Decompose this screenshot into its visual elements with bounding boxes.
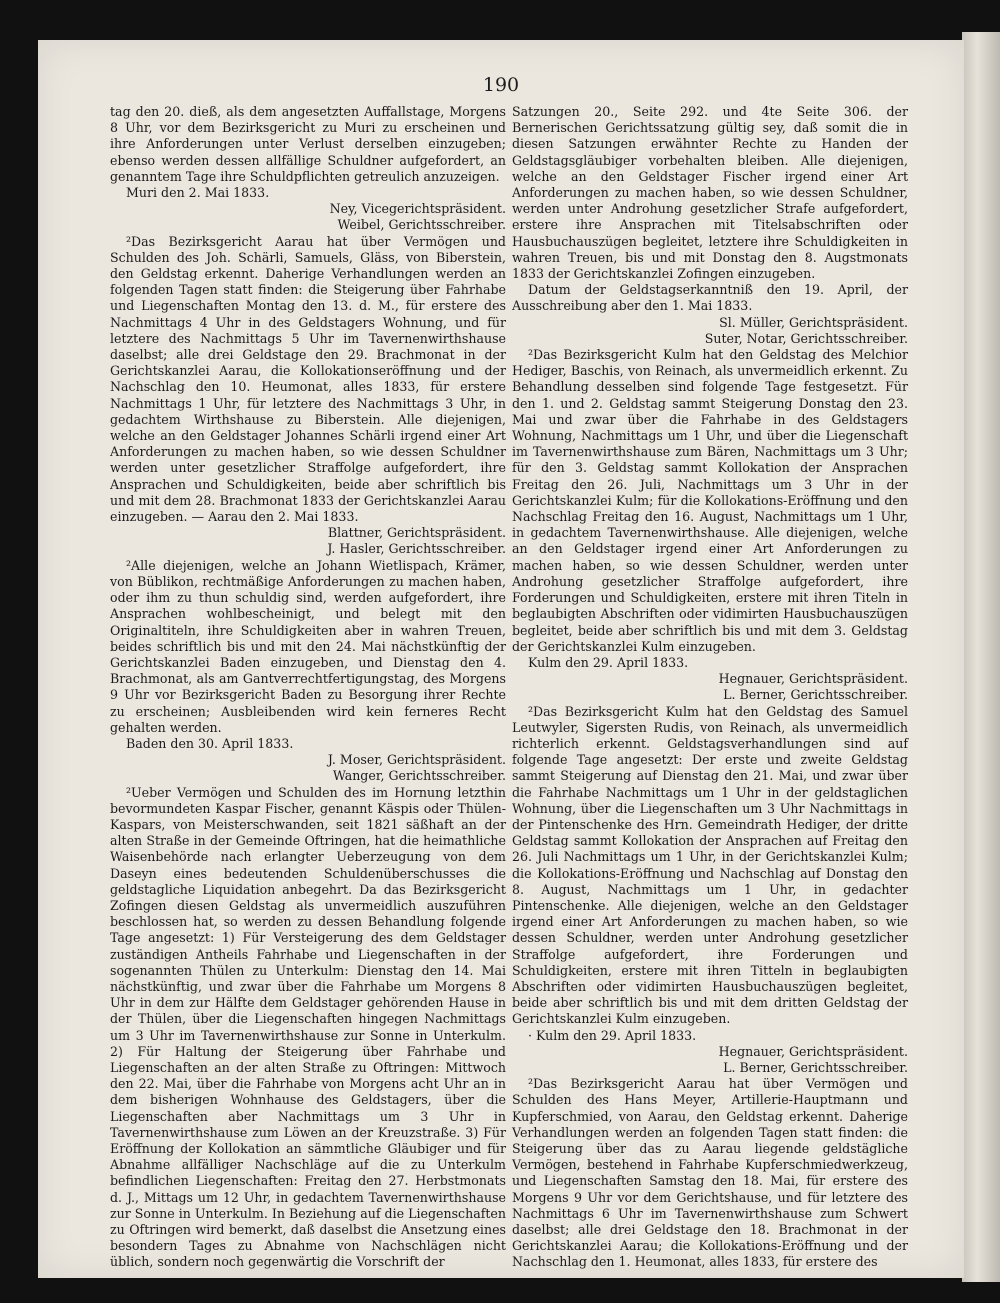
right-column: [512, 104, 908, 1271]
notice-paragraph: ²Ueber Vermögen und Schulden des im Hornung letzthin bevormundeten Kaspar Fischer, genannt Käspis oder Thülen-Kaspars, von Meisterschwanden, seit 1821 säßhaft an der alten Straße in der Gemeinde Oftringen, hat die heimathliche Waisenbehörde nach erlangter Ueberzeugung von dem Daseyn eines bedeutenden Schuldenüberschusses die geldstagliche Liquidation anbegehrt. Da das Bezirksgericht Zofingen diesen Geldstag als unvermeidlich auszuführen beschlossen hat, so werden zu dessen Behandlung folgende Tage angesetzt: 1) Für Versteigerung des dem Geldstager zuständigen Antheils Fahrhabe und Liegenschaften in der sogenannten Thülen zu Unterkulm: Dienstag den 14. Mai nächstkünftig, und zwar über die Fahrhabe um Morgens 8 Uhr in dem zur Hälfte dem Geldstager gehörenden Hause in der Thülen, über die Liegenschaften hingegen Nachmittags um 3 Uhr im Tavernenwirthshause zur Sonne in Unterkulm. 2) Für Haltung der Steigerung über Fahrhabe und Liegenschaften an der alten Straße zu Oftringen: Mittwoch den 22. Mai, über die Fahrhabe von Morgens acht Uhr an in dem bisherigen Wohnhause des Geldstagers, über die Liegenschaften aber Nachmittags um 3 Uhr in Tavernenwirthshause zum Löwen an der Kreuzstraße. 3) Für Eröffnung der Kollokation an sämmtliche Gläubiger und für Abnahme allfälliger Nachschläge auf die zu Unterkulm befindlichen Liegenschaften: Freitag den 27. Herbstmonats d. J., Mittags um 12 Uhr, in gedachtem Tavernenwirthshause zur Sonne in Unterkulm. In Beziehung auf die Liegenschaften zu Oftringen wird bemerkt, daß daselbst die Ansetzung eines besondern Tages zu Abnahme von Nachschlägen nicht üblich, sondern noch gegenwärtig die Vorschrift der: [110, 784, 506, 1270]
signature-line: Hegnauer, Gerichtspräsident.: [718, 671, 908, 687]
notice-paragraph: ²Das Bezirksgericht Aarau hat über Vermögen und Schulden des Joh. Schärli, Samuels, Gläss, von Biberstein, den Geldstag erkennt. Daherige Verhandlungen werden an folgenden Tagen statt finden: die Steigerung über Fahrhabe und Liegenschaften Montag den 13. d. M., für erstere des Nachmittags 4 Uhr in des Geldstagers Wohnung, und für letztere des Nachmittags 5 Uhr im Tavernenwirthshause daselbst; alle drei Geldstage den 29. Brachmonat in der Gerichtskanzlei Aarau, die Kollokationseröffnung und der Nachschlag den 10. Heumonat, alles 1833, für erstere Nachmittags 1 Uhr, für letztere des Nachmittags 3 Uhr, in gedachtem Wirthshause zu Biberstein. Alle diejenigen, welche an den Geldstager Johannes Schärli irgend einer Art Anforderungen zu machen haben, so wie dessen Schuldner werden unter gesetzlicher Straffolge aufgefordert, ihre Ansprachen und Schuldigkeiten, beide aber schriftlich bis und mit dem 28. Brachmonat 1833 der Gerichtskanzlei Aarau einzugeben. — Aarau den 2. Mai 1833.: [110, 233, 506, 525]
signature-line: Hegnauer, Gerichtspräsident.: [718, 1043, 908, 1059]
signature-line: J. Hasler, Gerichtsschreiber.: [327, 541, 506, 557]
notice-paragraph: ²Das Bezirksgericht Kulm hat den Geldstag des Samuel Leutwyler, Sigersten Rudis, von Reinach, als unvermeidlich richterlich erkennt. Geldstagsverhandlungen sind auf folgende Tage angesetzt: Der erste und zweite Geldstag sammt Steigerung auf Dienstag den 21. Mai, und zwar über die Fahrhabe Nachmittags um 1 Uhr in der geldstaglichen Wohnung, über die Liegenschaften um 3 Uhr Nachmittags in der Pintenschenke des Hrn. Gemeindrath Hediger, der dritte Geldstag sammt Kollokation der Ansprachen auf Freitag den 26. Juli Nachmittags um 1 Uhr, in der Gerichtskanzlei Kulm; die Kollokations-Eröffnung und Nachschlag auf Donstag den 8. August, Nachmittags um 1 Uhr, in gedachter Pintenschenke. Alle diejenigen, welche an den Geldstager irgend einer Art Anforderungen zu machen haben, so wie dessen Schuldner, werden unter Androhung gesetzlicher Straffolge aufgefordert, ihre Forderungen und Schuldigkeiten, erstere mit ihren Titteln in beglaubigten Abschriften oder vidimirten Hausbuchauszügen begleitet, beide aber schriftlich bis und mit dem dritten Geldstag der Gerichtskanzlei Kulm einzugeben.: [512, 703, 908, 1027]
signature-line: J. Moser, Gerichtspräsident.: [327, 752, 506, 768]
dateline: Baden den 30. April 1833.: [126, 735, 294, 751]
page-number: 190: [482, 74, 520, 96]
dateline: · Kulm den 29. April 1833.: [528, 1027, 697, 1043]
paragraph: tag den 20. dieß, als dem angesetzten Auffallstage, Morgens 8 Uhr, vor dem Bezirksgericht zu Muri zu erscheinen und ihre Anforderungen unter Verlust derselben einzugeben; ebenso werden dessen allfällige Schuldner aufgefordert, an genanntem Tage ihre Schuldpflichten getreulich anzuzeigen.: [110, 104, 506, 184]
signature-line: L. Berner, Gerichtsschreiber.: [723, 1059, 908, 1075]
adjacent-page-edge: [962, 32, 1000, 1282]
signature-line: Sl. Müller, Gerichtspräsident.: [719, 314, 908, 330]
signature-line: Weibel, Gerichtsschreiber.: [337, 217, 506, 233]
dateline: Kulm den 29. April 1833.: [528, 654, 689, 670]
document-page: [38, 40, 964, 1278]
notice-paragraph: ²Das Bezirksgericht Kulm hat den Geldstag des Melchior Hediger, Baschis, von Reinach, als unvermeidlich erkennt. Zu Behandlung desselben sind folgende Tage festgesetzt. Für den 1. und 2. Geldstag sammt Steigerung Donstag den 23. Mai und zwar über die Fahrhabe in des Geldstagers Wohnung, Nachmittags um 1 Uhr, und über die Liegenschaft im Tavernenwirthshause zum Bären, Nachmittags um 3 Uhr; für den 3. Geldstag sammt Kollokation der Ansprachen Freitag den 26. Juli, Nachmittags um 3 Uhr in der Gerichtskanzlei Kulm; für die Kollokations-Eröffnung und den Nachschlag Freitag den 16. August, Nachmittags um 1 Uhr, in gedachtem Tavernenwirthshause. Alle diejenigen, welche an den Geldstager irgend einer Art Anforderungen zu machen haben, so wie dessen Schuldner, werden unter Androhung gesetzlicher Straffolge aufgefordert, ihre Forderungen und Schuldigkeiten, erstere mit ihren Titeln in beglaubigten Abschriften oder vidimirten Hausbuchauszügen begleitet, beide aber schriftlich bis und mit dem 3. Geldstag der Gerichtskanzlei Kulm einzugeben.: [512, 347, 908, 654]
dateline: Muri den 2. Mai 1833.: [126, 185, 270, 201]
notice-paragraph: ²Das Bezirksgericht Aarau hat über Vermögen und Schulden des Hans Meyer, Artillerie-Hauptmann und Kupferschmied, von Aarau, den Geldstag erkennt. Daherige Verhandlungen werden an folgenden Tagen statt finden: die Steigerung über das zu Aarau liegende geldstägliche Vermögen, bestehend in Fahrhabe Kupferschmiedwerkzeug, und Liegenschaften Samstag den 18. Mai, für erstere des Morgens 9 Uhr vor dem Gerichtshause, und für letztere des Nachmittags 6 Uhr im Tavernenwirthshause zum Schwert daselbst; alle drei Geldstage den 18. Brachmonat in der Gerichtskanzlei Aarau; die Kollokations-Eröffnung und der Nachschlag den 1. Heumonat, alles 1833, für erstere des: [512, 1076, 908, 1270]
paragraph: Satzungen 20., Seite 292. und 4te Seite 306. der Bernerischen Gerichtssatzung gültig sey, daß somit die in diesen Satzungen erwähnter Rechte zu Handen der Geldstagsgläubiger vorbehalten bleiben. Alle diejenigen, welche an den Geldstager Fischer irgend einer Art Anforderungen zu machen haben, so wie dessen Schuldner, werden unter Androhung gesetzlicher Strafe aufgefordert, erstere ihre Ansprachen mit Titelsabschriften oder Hausbuchauszügen begleitet, letztere ihre Schuldigkeiten in wahren Treuen, bis und mit Donstag den 8. Augstmonats 1833 der Gerichtskanzlei Zofingen einzugeben.: [512, 104, 908, 282]
signature-line: L. Berner, Gerichtsschreiber.: [723, 687, 908, 703]
signature-line: Blattner, Gerichtspräsident.: [327, 525, 506, 541]
signature-line: Suter, Notar, Gerichtsschreiber.: [704, 330, 908, 346]
left-column: [110, 104, 506, 1271]
notice-paragraph: ²Alle diejenigen, welche an Johann Wietlispach, Krämer, von Büblikon, rechtmäßige Anforderungen zu machen haben, oder ihm zu thun schuldig sind, werden aufgefordert, ihre Ansprachen wohlbescheinigt, und belegt mit den Originaltiteln, ihre Schuldigkeiten aber in wahren Treuen, beides schriftlich bis und mit den 24. Mai nächstkünftig der Gerichtskanzlei Baden einzugeben, und Dienstag den 4. Brachmonat, als am Gantverrechtfertigungstag, des Morgens 9 Uhr vor Bezirksgericht Baden zu Besorgung ihrer Rechte zu erscheinen; Ausbleibenden wird kein ferneres Recht gehalten werden.: [110, 557, 506, 735]
notice-paragraph: Datum der Geldstagserkanntniß den 19. April, der Ausschreibung aber den 1. Mai 1833.: [512, 282, 908, 314]
signature-line: Wanger, Gerichtsschreiber.: [332, 768, 506, 784]
signature-line: Ney, Vicegerichtspräsident.: [329, 201, 506, 217]
